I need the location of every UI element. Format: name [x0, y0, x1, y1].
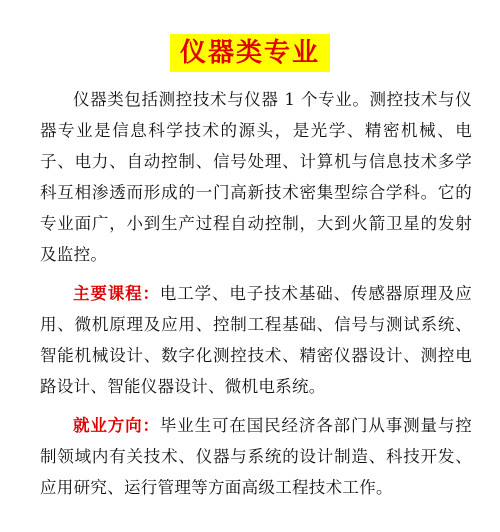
career-paragraph	[40, 410, 472, 503]
courses-text: 电工学、电子技术基础、传感器原理及应用、微机原理及应用、控制工程基础、信号与测试系统、智能机械设计、数字化测控技术、精密仪器设计、测控电路设计、智能仪器设计、微机电系统。	[40, 284, 473, 396]
document-body	[40, 84, 472, 511]
courses-paragraph	[40, 278, 472, 402]
title-container	[0, 34, 500, 72]
courses-label: 主要课程：	[73, 284, 160, 303]
career-text: 毕业生可在国民经济各部门从事测量与控制领域内有关技术、仪器与系统的设计制造、科技开发、应用研究、运行管理等方面高级工程技术工作。	[40, 416, 473, 497]
page-title: 仪器类专业	[170, 34, 330, 72]
career-label: 就业方向：	[73, 416, 160, 435]
intro-paragraph: 仪器类包括测控技术与仪器 1 个专业。测控技术与仪器专业是信息科学技术的源头，是光学、精密机械、电子、电力、自动控制、信号处理、计算机与信息技术多学科互相渗透而形成的一门高新技术密集型综合学科。它的专业面广，小到生产过程自动控制，大到火箭卫星的发射及监控。	[40, 90, 472, 264]
